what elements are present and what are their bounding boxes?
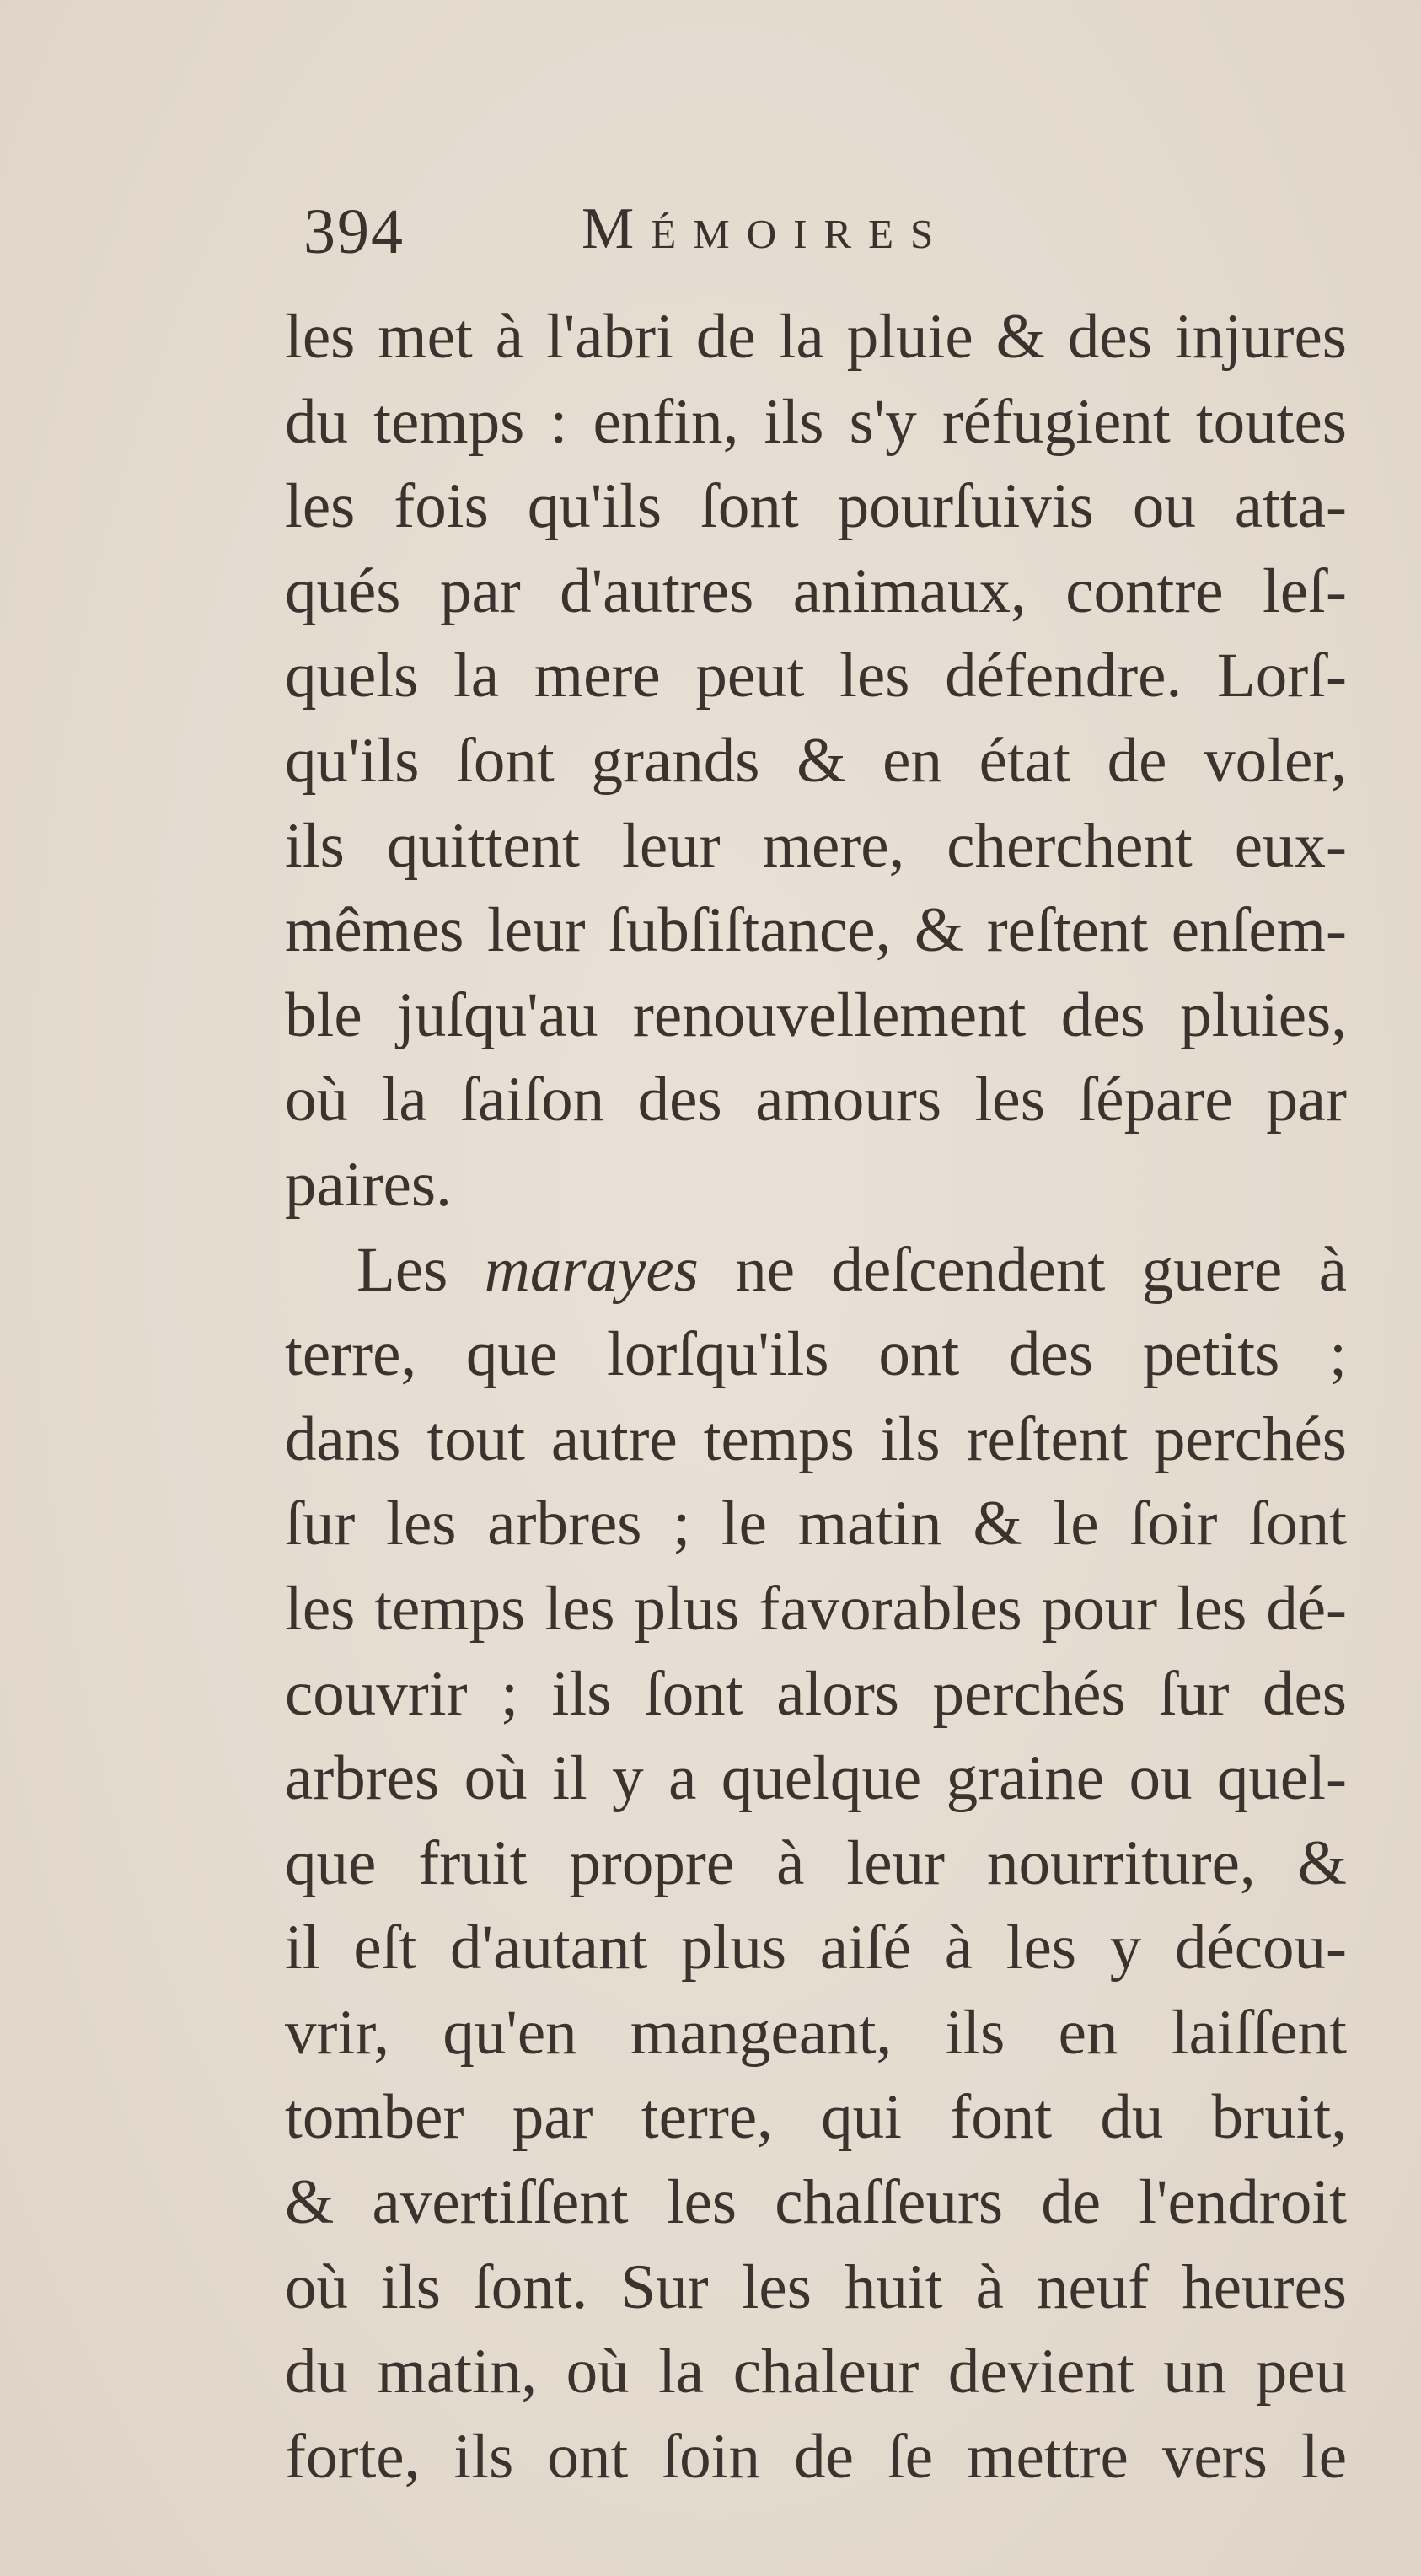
text-line: arbres où il y a quelque graine ou quel- <box>285 1743 1347 1814</box>
text-line: paires. <box>285 1149 452 1220</box>
body-text <box>285 295 1347 2499</box>
text-line: ſur les arbres ; le matin & le ſoir ſont <box>285 1489 1347 1559</box>
page-header <box>303 196 1146 271</box>
text-line: du temps : enfin, ils s'y réfugient toutes <box>285 386 1347 457</box>
text-line: couvrir ; ils ſont alors perchés ſur des <box>285 1658 1347 1729</box>
paragraph-first-line <box>285 1228 1347 1313</box>
text-line: où ils ſont. Sur les huit à neuf heures <box>285 2251 1347 2322</box>
text-line: & avertiſſent les chaſſeurs de l'endroit <box>285 2167 1347 2238</box>
text-line: il eſt d'autant plus aiſé à les y décou- <box>285 1913 1347 1983</box>
text-line: ils quittent leur mere, cherchent eux- <box>285 810 1347 881</box>
text-line: ble juſqu'au renouvellement des pluies, <box>285 979 1347 1050</box>
text-line: dans tout autre temps ils reſtent perchés <box>285 1403 1347 1474</box>
text-line: terre, que lorſqu'ils ont des petits ; <box>285 1319 1347 1390</box>
text-line: où la ſaiſon des amours les ſépare par <box>285 1065 1347 1135</box>
text-line: les fois qu'ils ſont pourſuivis ou atta- <box>285 471 1347 542</box>
text-line: tomber par terre, qui font du bruit, <box>285 2082 1347 2153</box>
text-line: vrir, qu'en mangeant, ils en laiſſent <box>285 1997 1347 2068</box>
text-line: qués par d'autres animaux, contre leſ- <box>285 555 1347 626</box>
text-run: Les <box>357 1234 485 1305</box>
text-line: les met à l'abri de la pluie & des injures <box>285 302 1347 372</box>
text-line: les temps les plus favorables pour les dé- <box>285 1573 1347 1644</box>
text-line: forte, ils ont ſoin de ſe mettre vers le <box>285 2421 1347 2492</box>
italic-term: marayes <box>484 1234 699 1305</box>
text-line: que fruit propre à leur nourriture, & <box>285 1827 1347 1898</box>
text-line: mêmes leur ſubſiſtance, & reſtent enſem- <box>285 895 1347 966</box>
text-run: ne deſcendent guere à <box>698 1234 1347 1305</box>
text-line: quels la mere peut les défendre. Lorſ- <box>285 641 1347 711</box>
running-head: Mémoires <box>582 196 951 261</box>
text-line: qu'ils ſont grands & en état de voler, <box>285 725 1347 796</box>
text-line: du matin, où la chaleur devient un peu <box>285 2337 1347 2407</box>
page-number: 394 <box>303 196 405 267</box>
